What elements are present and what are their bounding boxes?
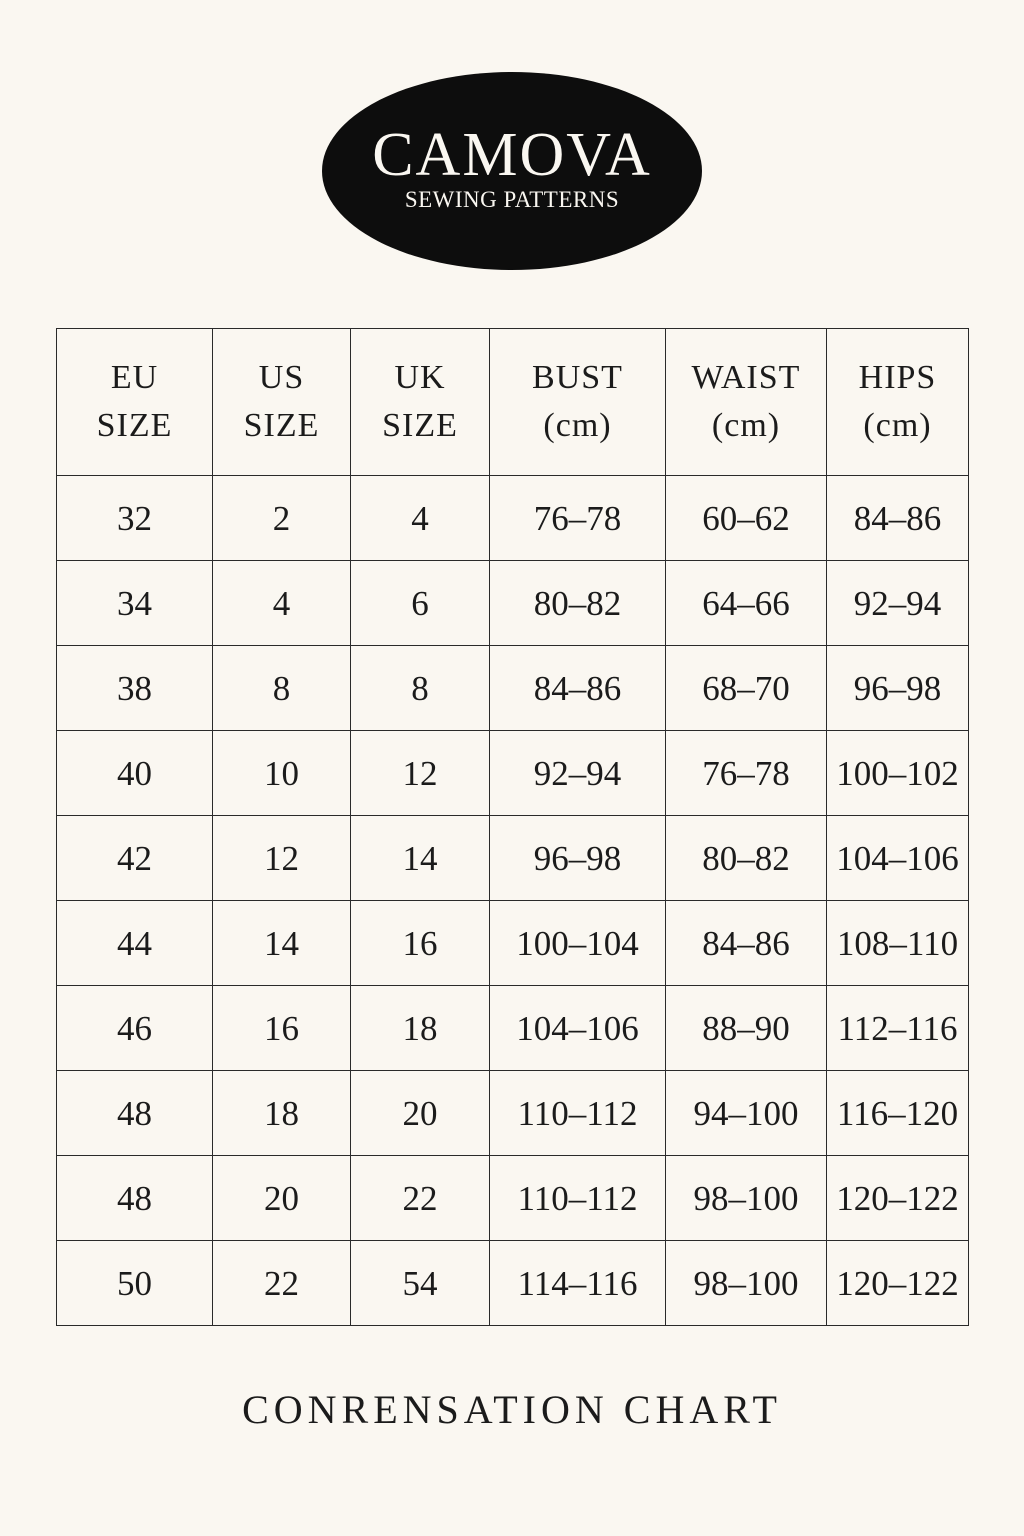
table-row [57, 1156, 969, 1241]
header-uk-size [351, 329, 490, 476]
us-size-cell: 22 [213, 1241, 351, 1326]
hips-cell: 104–106 [827, 816, 969, 901]
waist-cell: 88–90 [666, 986, 827, 1071]
header-waist [666, 329, 827, 476]
hips-cell: 92–94 [827, 561, 969, 646]
bust-cell: 110–112 [490, 1156, 666, 1241]
header-line: (cm) [863, 407, 932, 444]
hips-cell: 84–86 [827, 476, 969, 561]
header-hips [827, 329, 969, 476]
header-line: UK [394, 359, 446, 396]
header-line: BUST [532, 359, 623, 396]
us-size-cell: 20 [213, 1156, 351, 1241]
table-row [57, 816, 969, 901]
us-size-cell: 2 [213, 476, 351, 561]
header-line: US [258, 359, 305, 396]
eu-size-cell: 46 [57, 986, 213, 1071]
eu-size-cell: 40 [57, 731, 213, 816]
uk-size-cell: 20 [351, 1071, 490, 1156]
bust-cell: 76–78 [490, 476, 666, 561]
table-row [57, 901, 969, 986]
waist-cell: 84–86 [666, 901, 827, 986]
header-row [57, 329, 969, 476]
table-row [57, 731, 969, 816]
table-row [57, 986, 969, 1071]
eu-size-cell: 32 [57, 476, 213, 561]
hips-cell: 112–116 [827, 986, 969, 1071]
uk-size-cell: 22 [351, 1156, 490, 1241]
uk-size-cell: 8 [351, 646, 490, 731]
bust-cell: 92–94 [490, 731, 666, 816]
table-row [57, 1241, 969, 1326]
hips-cell: 96–98 [827, 646, 969, 731]
hips-cell: 108–110 [827, 901, 969, 986]
waist-cell: 60–62 [666, 476, 827, 561]
header-line: WAIST [691, 359, 801, 396]
hips-cell: 100–102 [827, 731, 969, 816]
table-row [57, 1071, 969, 1156]
uk-size-cell: 12 [351, 731, 490, 816]
header-line: SIZE [382, 407, 458, 444]
us-size-cell: 4 [213, 561, 351, 646]
eu-size-cell: 44 [57, 901, 213, 986]
eu-size-cell: 42 [57, 816, 213, 901]
eu-size-cell: 48 [57, 1156, 213, 1241]
us-size-cell: 18 [213, 1071, 351, 1156]
waist-cell: 98–100 [666, 1156, 827, 1241]
waist-cell: 80–82 [666, 816, 827, 901]
us-size-cell: 14 [213, 901, 351, 986]
logo-tagline: SEWING PATTERNS [404, 187, 620, 212]
header-line: SIZE [243, 407, 320, 444]
bust-cell: 104–106 [490, 986, 666, 1071]
bust-cell: 84–86 [490, 646, 666, 731]
waist-cell: 98–100 [666, 1241, 827, 1326]
table-header [57, 329, 969, 476]
hips-cell: 116–120 [827, 1071, 969, 1156]
header-eu-size [57, 329, 213, 476]
us-size-cell: 10 [213, 731, 351, 816]
header-line: HIPS [858, 359, 937, 396]
logo-name: CAMOVA [372, 121, 652, 189]
header-line: EU [110, 359, 159, 396]
hips-cell: 120–122 [827, 1156, 969, 1241]
eu-size-cell: 48 [57, 1071, 213, 1156]
uk-size-cell: 6 [351, 561, 490, 646]
eu-size-cell: 38 [57, 646, 213, 731]
header-bust [490, 329, 666, 476]
brand-logo [322, 72, 702, 270]
waist-cell: 76–78 [666, 731, 827, 816]
table-row [57, 646, 969, 731]
waist-cell: 68–70 [666, 646, 827, 731]
bust-cell: 80–82 [490, 561, 666, 646]
table-row [57, 561, 969, 646]
bust-cell: 114–116 [490, 1241, 666, 1326]
us-size-cell: 8 [213, 646, 351, 731]
header-line: (cm) [543, 407, 612, 444]
uk-size-cell: 18 [351, 986, 490, 1071]
uk-size-cell: 54 [351, 1241, 490, 1326]
us-size-cell: 12 [213, 816, 351, 901]
uk-size-cell: 4 [351, 476, 490, 561]
eu-size-cell: 50 [57, 1241, 213, 1326]
header-line: SIZE [96, 407, 173, 444]
header-line: (cm) [711, 407, 781, 444]
uk-size-cell: 14 [351, 816, 490, 901]
waist-cell: 64–66 [666, 561, 827, 646]
bust-cell: 100–104 [490, 901, 666, 986]
bust-cell: 110–112 [490, 1071, 666, 1156]
us-size-cell: 16 [213, 986, 351, 1071]
size-chart-table [56, 328, 969, 1326]
table-row [57, 476, 969, 561]
table-body [57, 476, 969, 1326]
bust-cell: 96–98 [490, 816, 666, 901]
header-us-size [213, 329, 351, 476]
hips-cell: 120–122 [827, 1241, 969, 1326]
waist-cell: 94–100 [666, 1071, 827, 1156]
chart-title: CONRENSATION CHART [242, 1387, 782, 1432]
eu-size-cell: 34 [57, 561, 213, 646]
uk-size-cell: 16 [351, 901, 490, 986]
